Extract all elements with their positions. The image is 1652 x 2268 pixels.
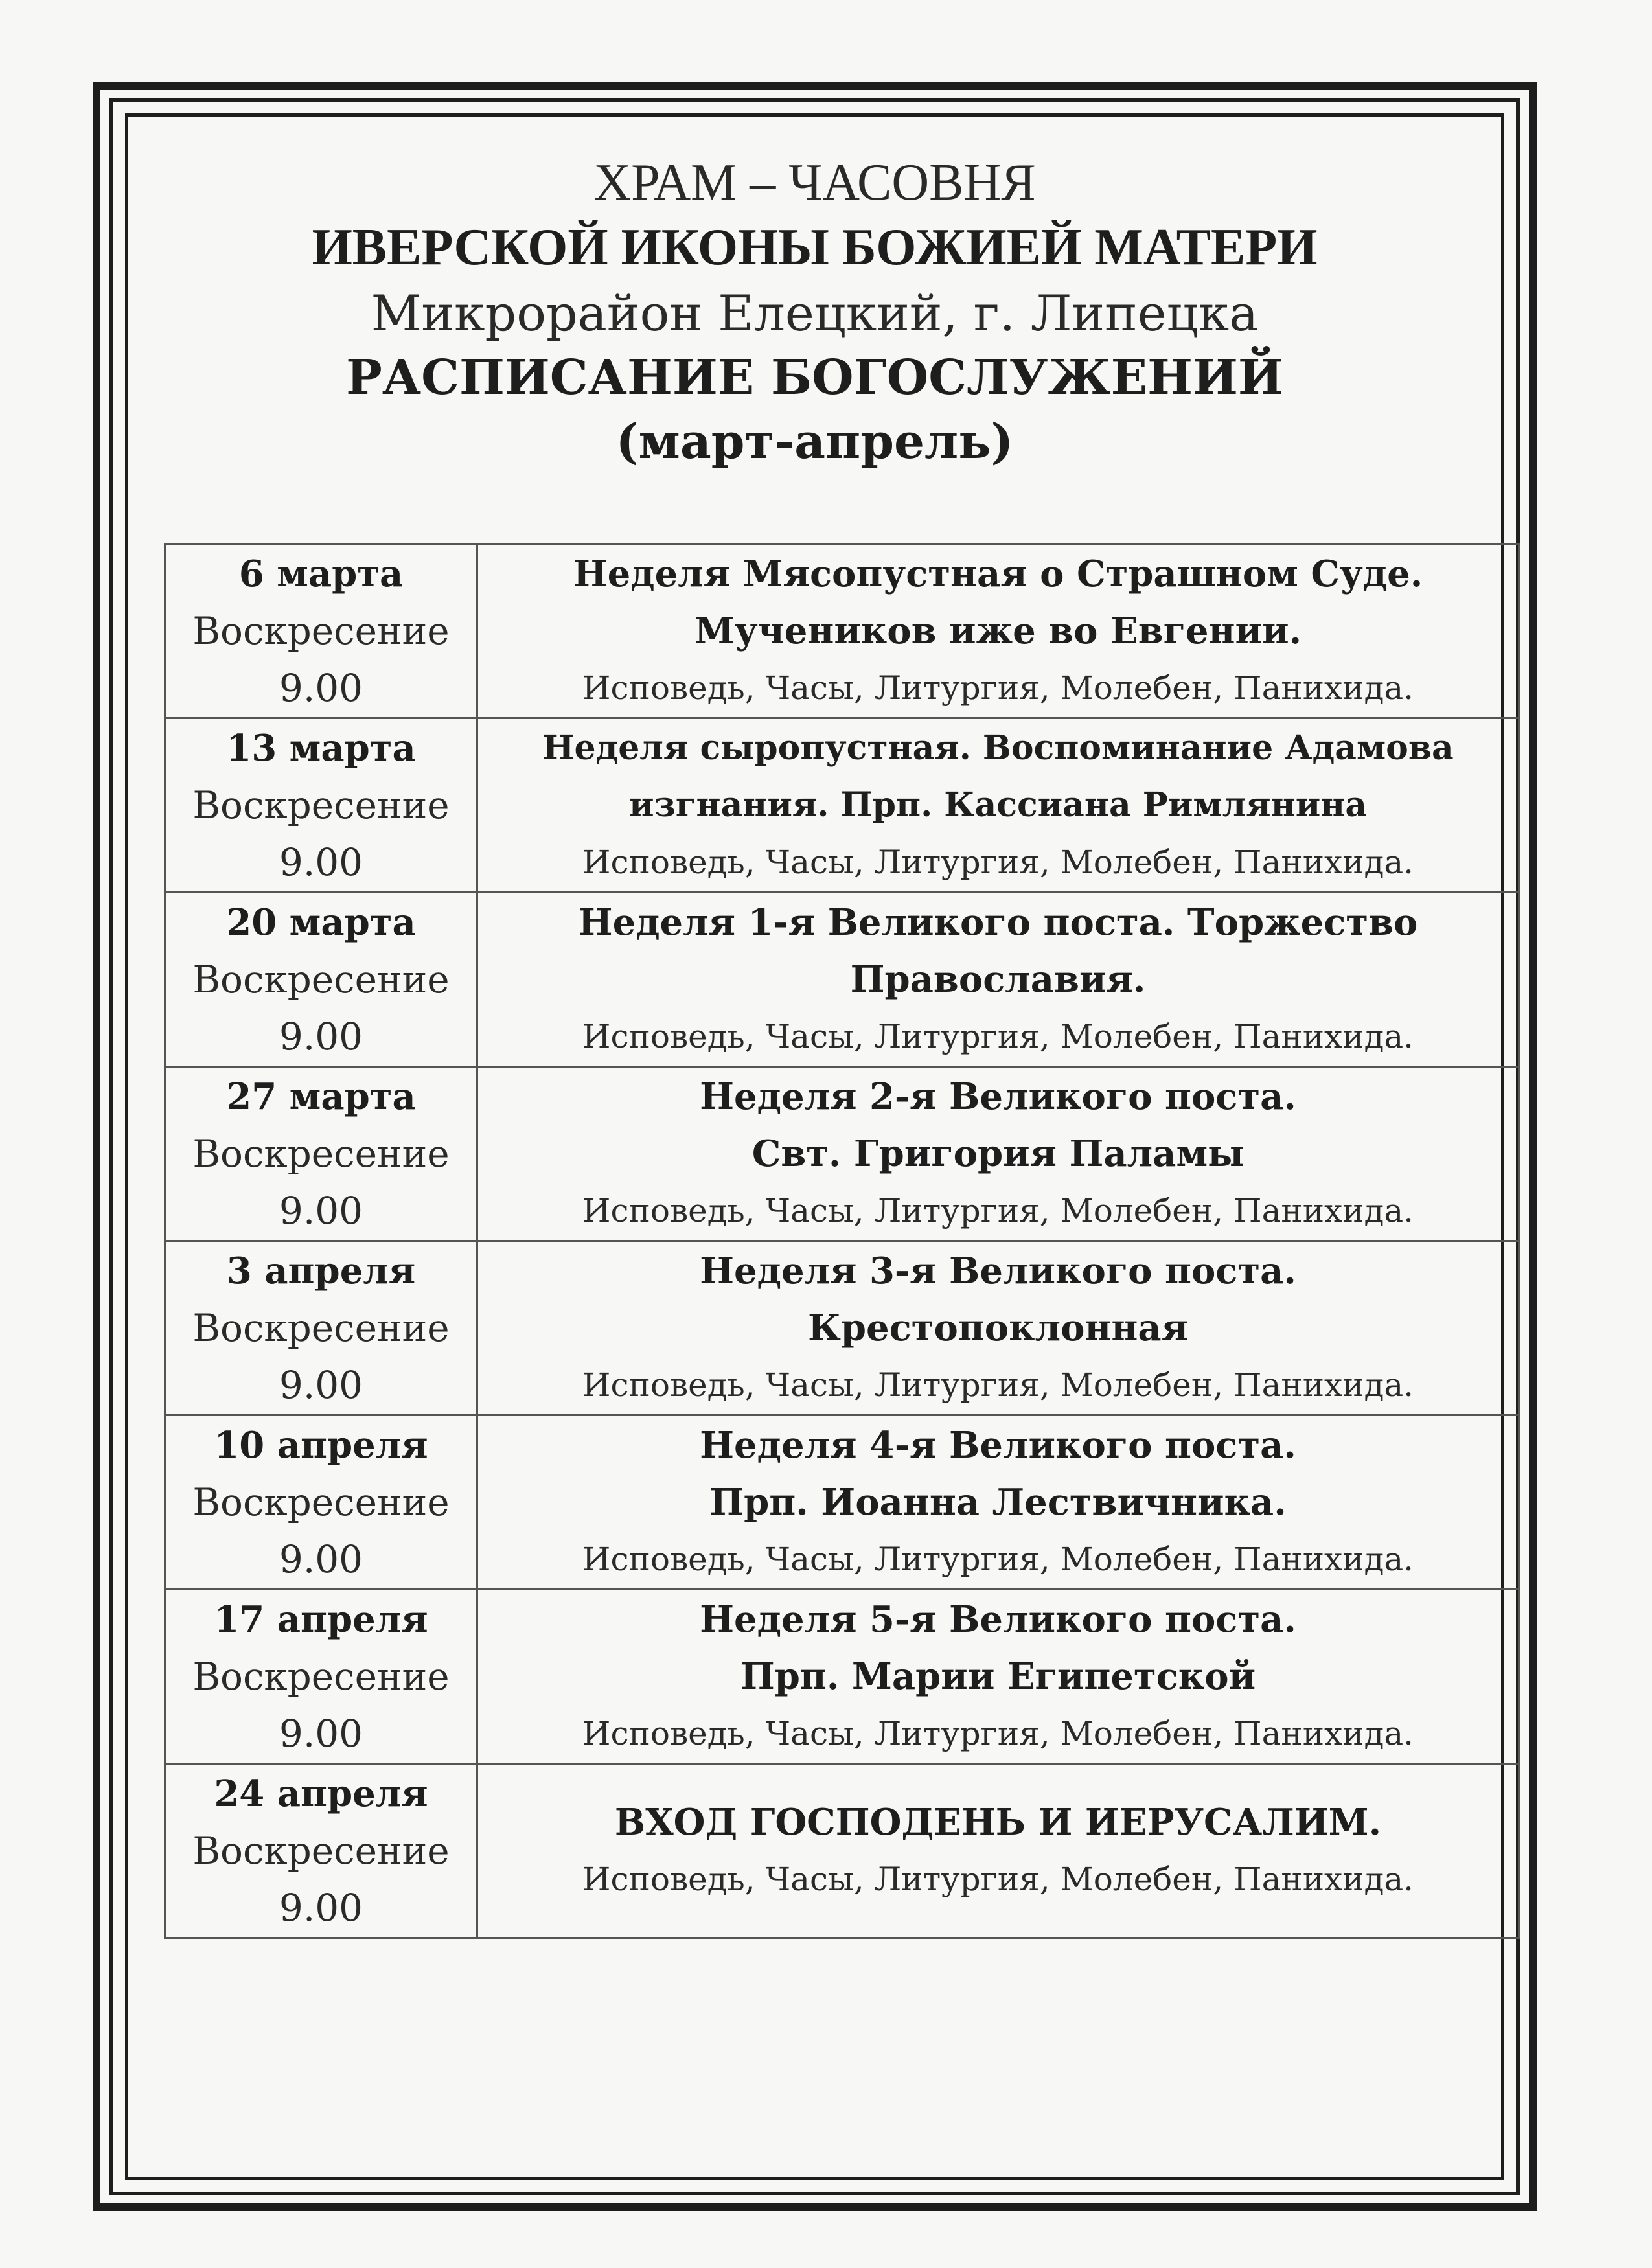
service-time: 9.00 — [279, 1712, 363, 1756]
feast-title-line: Неделя Мясопустная о Страшном Суде. — [573, 553, 1423, 595]
services-list: Исповедь, Часы, Литургия, Молебен, Панихида. — [582, 1541, 1414, 1578]
service-day: Воскресение — [192, 1655, 450, 1699]
service-day: Воскресение — [192, 783, 450, 827]
date-cell — [165, 1764, 477, 1938]
church-location: Микрорайон Елецкий, г. Липецка — [371, 284, 1259, 342]
service-time: 9.00 — [279, 840, 363, 884]
date-cell — [165, 1241, 477, 1415]
service-day: Воскресение — [192, 1306, 450, 1350]
feast-title-line: Мучеников иже во Евгении. — [694, 610, 1302, 652]
service-time: 9.00 — [279, 1363, 363, 1407]
description-cell — [477, 544, 1519, 718]
table-row — [165, 893, 1519, 1067]
schedule-period: (март-апрель) — [615, 413, 1014, 470]
feast-title-line: Прп. Иоанна Лествичника. — [709, 1481, 1287, 1524]
feast-title-line: Прп. Марии Египетской — [740, 1655, 1256, 1698]
service-time: 9.00 — [279, 1537, 363, 1581]
table-row — [165, 1764, 1519, 1938]
service-day: Воскресение — [192, 609, 450, 653]
date-cell — [165, 1415, 477, 1590]
table-row — [165, 1415, 1519, 1590]
feast-title-line: Неделя 3-я Великого поста. — [700, 1250, 1296, 1292]
date-cell — [165, 893, 477, 1067]
table-row — [165, 1590, 1519, 1764]
church-type-title: ХРАМ – ЧАСОВНЯ — [593, 154, 1036, 211]
service-day: Воскресение — [192, 957, 450, 1002]
services-list: Исповедь, Часы, Литургия, Молебен, Панихида. — [582, 1192, 1414, 1230]
feast-title-line: Неделя 2-я Великого поста. — [700, 1075, 1296, 1118]
feast-title-line: Неделя сыропустная. Воспоминание Адамова — [542, 728, 1454, 768]
feast-title-line: Свт. Григория Паламы — [751, 1132, 1245, 1175]
service-schedule-table — [164, 543, 1520, 1939]
services-list: Исповедь, Часы, Литургия, Молебен, Панихида. — [582, 1366, 1414, 1404]
description-cell — [477, 718, 1519, 893]
document-header — [125, 143, 1504, 471]
feast-title-line: Неделя 4-я Великого поста. — [700, 1424, 1296, 1467]
service-day: Воскресение — [192, 1480, 450, 1524]
feast-title-line: Православия. — [850, 958, 1146, 1001]
service-time: 9.00 — [279, 1189, 363, 1233]
feast-title-line: Неделя 5-я Великого поста. — [700, 1598, 1296, 1641]
service-date: 27 марта — [226, 1075, 416, 1118]
date-cell — [165, 718, 477, 893]
table-row — [165, 544, 1519, 718]
date-cell — [165, 1590, 477, 1764]
service-time: 9.00 — [279, 1886, 363, 1930]
schedule-heading: РАСПИСАНИЕ БОГОСЛУЖЕНИЙ — [346, 350, 1283, 406]
feast-title-line: ВХОД ГОСПОДЕНЬ И ИЕРУСАЛИМ. — [614, 1801, 1382, 1844]
service-date: 13 марта — [226, 727, 416, 770]
feast-title-line: изгнания. Прп. Кассиана Римлянина — [628, 785, 1368, 825]
service-date: 24 апреля — [214, 1772, 428, 1815]
table-row — [165, 718, 1519, 893]
date-cell — [165, 1067, 477, 1241]
service-time: 9.00 — [279, 666, 363, 710]
service-day: Воскресение — [192, 1132, 450, 1176]
description-cell — [477, 1764, 1519, 1938]
church-name-title: ИВЕРСКОЙ ИКОНЫ БОЖИЕЙ МАТЕРИ — [312, 219, 1318, 276]
table-row — [165, 1067, 1519, 1241]
service-date: 20 марта — [226, 901, 416, 944]
description-cell — [477, 1067, 1519, 1241]
service-time: 9.00 — [279, 1014, 363, 1059]
services-list: Исповедь, Часы, Литургия, Молебен, Панихида. — [582, 1861, 1414, 1898]
services-list: Исповедь, Часы, Литургия, Молебен, Панихида. — [582, 1018, 1414, 1055]
feast-title-line: Неделя 1-я Великого поста. Торжество — [578, 901, 1418, 944]
date-cell — [165, 544, 477, 718]
description-cell — [477, 1415, 1519, 1590]
services-list: Исповедь, Часы, Литургия, Молебен, Панихида. — [582, 843, 1414, 881]
description-cell — [477, 893, 1519, 1067]
description-cell — [477, 1241, 1519, 1415]
service-date: 10 апреля — [214, 1424, 428, 1467]
feast-title-line: Крестопоклонная — [807, 1307, 1189, 1349]
services-list: Исповедь, Часы, Литургия, Молебен, Панихида. — [582, 1715, 1414, 1752]
table-row — [165, 1241, 1519, 1415]
service-date: 17 апреля — [214, 1598, 428, 1641]
service-date: 3 апреля — [226, 1250, 416, 1292]
services-list: Исповедь, Часы, Литургия, Молебен, Панихида. — [582, 669, 1414, 707]
service-day: Воскресение — [192, 1829, 450, 1873]
service-date: 6 марта — [238, 553, 404, 595]
description-cell — [477, 1590, 1519, 1764]
